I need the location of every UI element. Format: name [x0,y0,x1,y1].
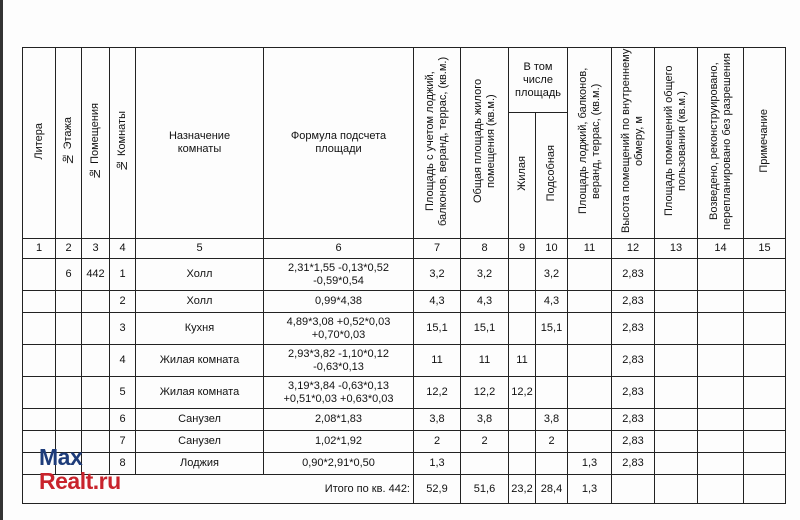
cell-common [655,431,698,453]
table-row [23,259,786,291]
cell-common [655,409,698,431]
cell-total: 3,2 [461,259,509,291]
watermark-line1: Max [39,444,83,470]
cell-note [744,377,786,409]
header-living: Жилая [509,113,536,239]
table-row [23,431,786,453]
cell-premise [82,291,110,313]
cell-loggia [568,409,612,431]
cell-note [744,313,786,345]
total-area: 52,9 [414,475,461,504]
cell-height: 2,83 [612,345,655,377]
cell-total: 15,1 [461,313,509,345]
table-row [23,453,786,475]
cell-built [698,313,744,345]
cell-height: 2,83 [612,313,655,345]
cell-loggia [568,431,612,453]
cell-area: 15,1 [414,313,461,345]
cell-living [509,259,536,291]
cell-note [744,291,786,313]
cell-height: 2,83 [612,453,655,475]
cell-note [744,345,786,377]
header-auxiliary: Подсобная [536,113,568,239]
column-number: 8 [461,239,509,259]
cell-living: 11 [509,345,536,377]
cell-formula: 2,93*3,82 -1,10*0,12 -0,63*0,13 [264,345,414,377]
cell-height: 2,83 [612,431,655,453]
header-purpose: Назначение комнаты [136,48,264,239]
header-area-with-loggias: Площадь с учетом лоджий, балконов, веранд, террас, (кв.м.) [414,48,461,239]
cell-litera [23,313,56,345]
cell-litera [23,291,56,313]
cell-built [698,431,744,453]
cell-room: 3 [110,313,136,345]
column-number: 15 [744,239,786,259]
total-note [744,475,786,504]
column-number: 5 [136,239,264,259]
cell-loggia [568,377,612,409]
cell-total: 4,3 [461,291,509,313]
cell-aux: 15,1 [536,313,568,345]
cell-aux [536,345,568,377]
cell-name: Лоджия [136,453,264,475]
cell-litera [23,409,56,431]
header-built: Возведено, реконструировано, перепланировано без разрешения [698,48,744,239]
table-row [23,409,786,431]
cell-room: 4 [110,345,136,377]
cell-common [655,259,698,291]
cell-formula: 0,99*4,38 [264,291,414,313]
cell-total: 2 [461,431,509,453]
header-litera: Литера [23,48,56,239]
cell-note [744,409,786,431]
header-total-living-area: Общая площадь жилого помещения (кв.м.) [461,48,509,239]
cell-living [509,313,536,345]
cell-aux [536,453,568,475]
cell-living: 12,2 [509,377,536,409]
cell-formula: 3,19*3,84 -0,63*0,13 +0,51*0,03 +0,63*0,03 [264,377,414,409]
cell-loggia [568,345,612,377]
cell-area: 1,3 [414,453,461,475]
table-header-row [23,48,786,113]
cell-formula: 4,89*3,08 +0,52*0,03 +0,70*0,03 [264,313,414,345]
column-number: 13 [655,239,698,259]
cell-premise: 442 [82,259,110,291]
cell-common [655,377,698,409]
total-aux: 28,4 [536,475,568,504]
cell-height: 2,83 [612,291,655,313]
cell-name: Кухня [136,313,264,345]
cell-formula: 1,02*1,92 [264,431,414,453]
cell-total: 11 [461,345,509,377]
watermark-line2: Realt.ru [39,468,121,494]
cell-room: 7 [110,431,136,453]
column-number: 6 [264,239,414,259]
total-row [23,475,786,504]
cell-living [509,291,536,313]
table-row [23,377,786,409]
column-number: 12 [612,239,655,259]
cell-premise [82,313,110,345]
cell-floor [56,409,82,431]
cell-common [655,453,698,475]
cell-name: Санузел [136,431,264,453]
cell-common [655,345,698,377]
cell-area: 3,8 [414,409,461,431]
cell-aux: 2 [536,431,568,453]
cell-floor: 6 [56,259,82,291]
cell-height: 2,83 [612,377,655,409]
cell-floor [56,291,82,313]
header-loggia-area: Площадь лоджий, балконов, веранд, террас, (кв.м.) [568,48,612,239]
cell-aux: 3,2 [536,259,568,291]
column-number-row [23,239,786,259]
column-number: 1 [23,239,56,259]
page-edge [0,0,3,520]
cell-area: 4,3 [414,291,461,313]
cell-built [698,259,744,291]
table-row [23,345,786,377]
cell-name: Холл [136,291,264,313]
cell-formula: 2,08*1,83 [264,409,414,431]
cell-area: 3,2 [414,259,461,291]
cell-formula: 2,31*1,55 -0,13*0,52 -0,59*0,54 [264,259,414,291]
header-height: Высота помещений по внутреннему обмеру, м [612,48,655,239]
total-common [655,475,698,504]
header-note: Примечание [744,48,786,239]
cell-loggia: 1,3 [568,453,612,475]
column-number: 2 [56,239,82,259]
cell-name: Санузел [136,409,264,431]
explication-table [22,47,786,504]
cell-room: 2 [110,291,136,313]
header-including: В том числе площадь [509,48,568,113]
cell-floor [56,313,82,345]
cell-premise [82,409,110,431]
column-number: 7 [414,239,461,259]
total-height [612,475,655,504]
cell-name: Холл [136,259,264,291]
total-label: Итого по кв. 442: [23,475,414,504]
cell-aux [536,377,568,409]
cell-premise [82,345,110,377]
header-floor: № Этажа [56,48,82,239]
cell-room: 8 [110,453,136,475]
cell-formula: 0,90*2,91*0,50 [264,453,414,475]
total-loggia: 1,3 [568,475,612,504]
cell-built [698,453,744,475]
total-living: 23,2 [509,475,536,504]
cell-living [509,431,536,453]
watermark-logo [39,446,121,493]
cell-area: 12,2 [414,377,461,409]
total-built [698,475,744,504]
header-formula: Формула подсчета площади [264,48,414,239]
cell-built [698,291,744,313]
cell-name: Жилая комната [136,345,264,377]
cell-common [655,291,698,313]
cell-height: 2,83 [612,259,655,291]
cell-note [744,431,786,453]
cell-living [509,453,536,475]
cell-built [698,409,744,431]
cell-premise [82,377,110,409]
cell-name: Жилая комната [136,377,264,409]
column-number: 9 [509,239,536,259]
cell-loggia [568,313,612,345]
cell-litera [23,345,56,377]
cell-litera [23,259,56,291]
cell-built [698,345,744,377]
cell-room: 1 [110,259,136,291]
column-number: 3 [82,239,110,259]
cell-room: 5 [110,377,136,409]
cell-total: 3,8 [461,409,509,431]
cell-area: 11 [414,345,461,377]
column-number: 14 [698,239,744,259]
cell-loggia [568,259,612,291]
cell-aux: 4,3 [536,291,568,313]
cell-built [698,377,744,409]
header-rooms: № Комнаты [110,48,136,239]
cell-note [744,259,786,291]
cell-total [461,453,509,475]
total-total: 51,6 [461,475,509,504]
column-number: 10 [536,239,568,259]
cell-litera [23,377,56,409]
table-row [23,313,786,345]
column-number: 11 [568,239,612,259]
cell-room: 6 [110,409,136,431]
column-number: 4 [110,239,136,259]
cell-area: 2 [414,431,461,453]
cell-note [744,453,786,475]
table-row [23,291,786,313]
cell-total: 12,2 [461,377,509,409]
cell-common [655,313,698,345]
cell-floor [56,345,82,377]
cell-loggia [568,291,612,313]
header-premise: № Помещения [82,48,110,239]
cell-aux: 3,8 [536,409,568,431]
header-common-area: Площадь помещений общего пользования (кв.м.) [655,48,698,239]
cell-height: 2,83 [612,409,655,431]
cell-floor [56,377,82,409]
cell-living [509,409,536,431]
